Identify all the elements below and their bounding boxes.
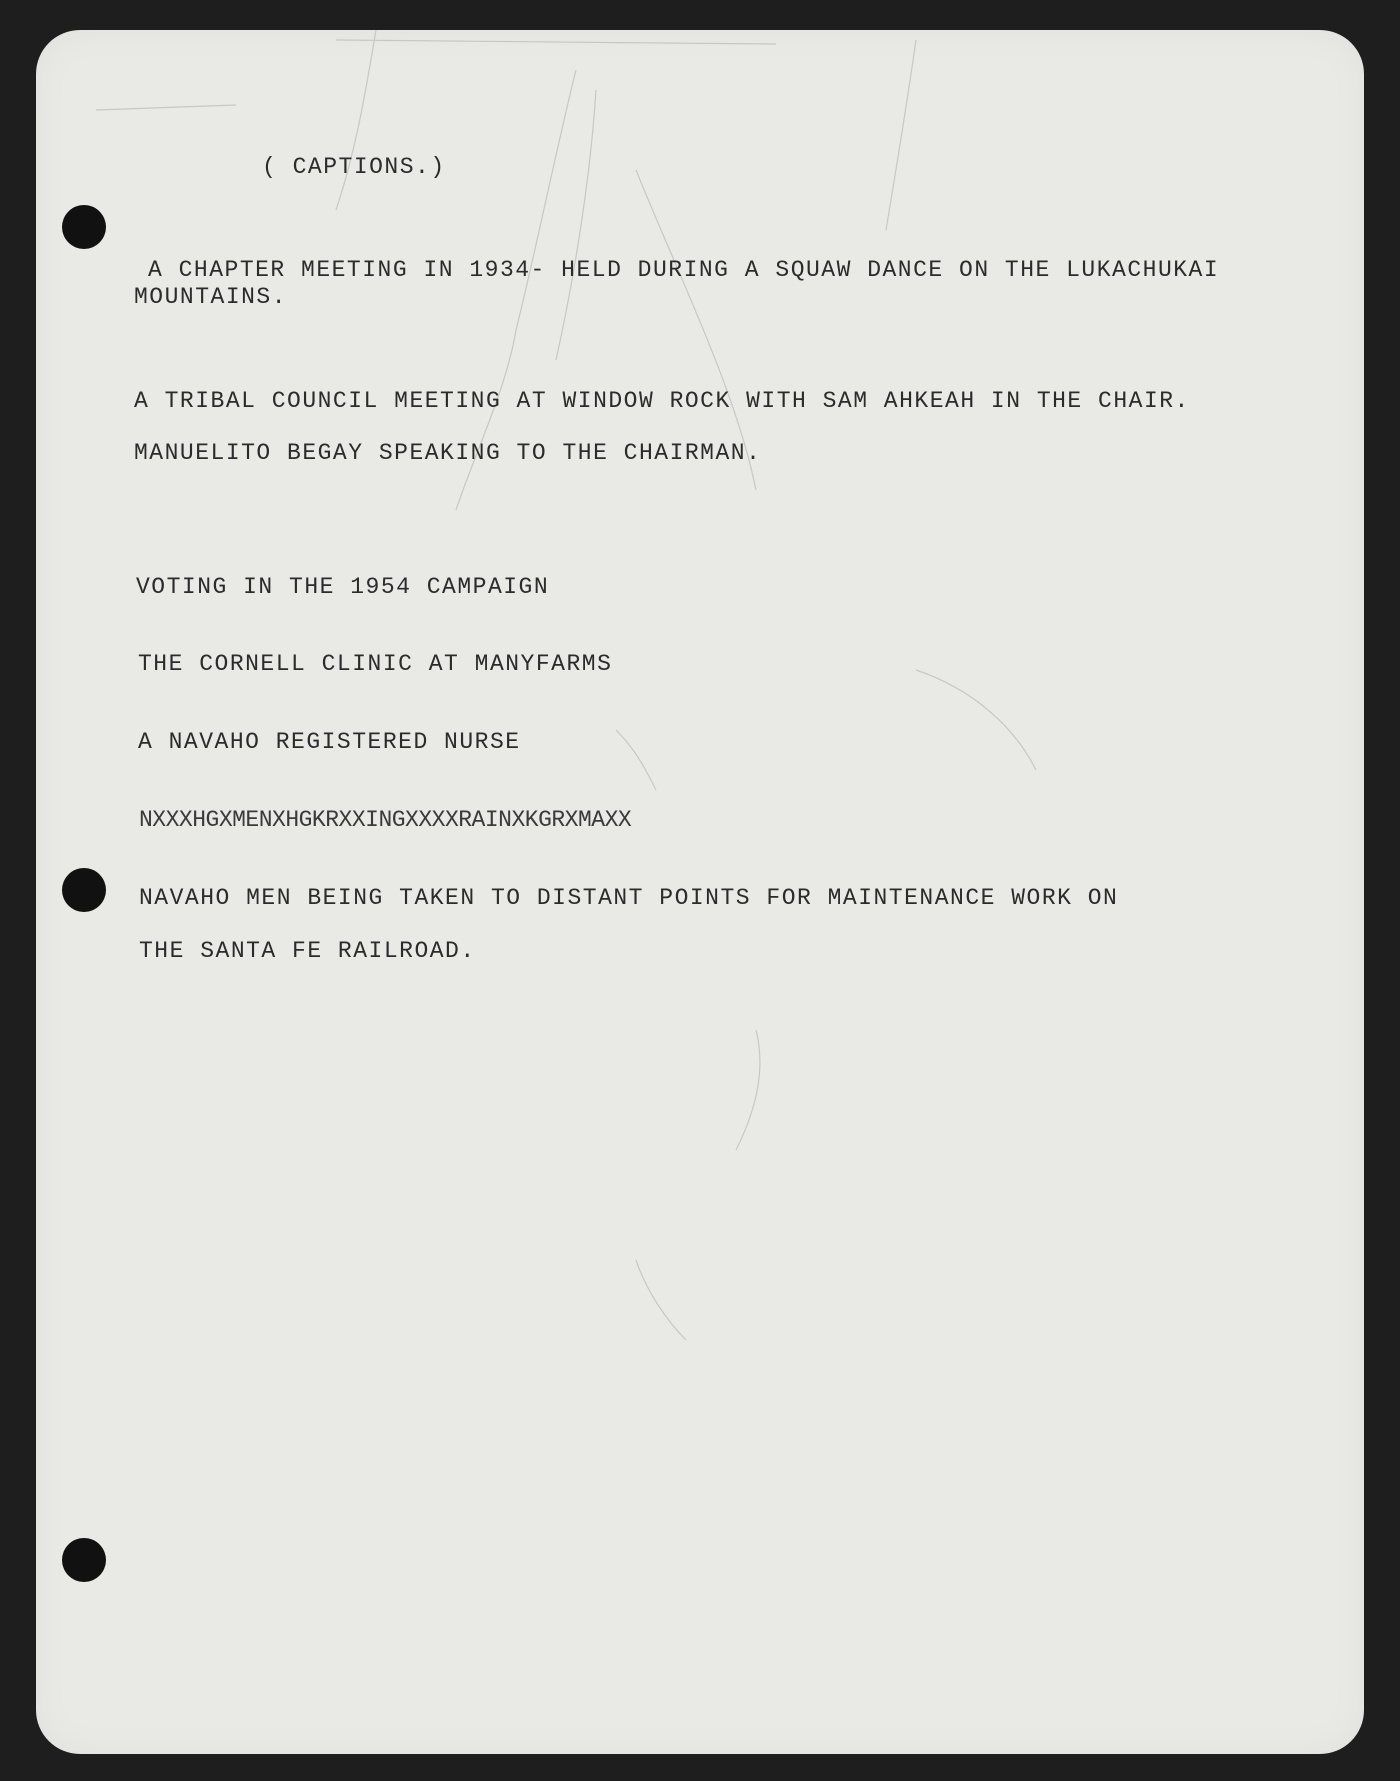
caption-line-2: MOUNTAINS. [134,284,288,310]
caption-line-6: THE CORNELL CLINIC AT MANYFARMS [138,651,613,677]
binder-hole-top [62,205,106,249]
captions-heading: ( CAPTIONS.) [262,154,446,180]
caption-line-5: VOTING IN THE 1954 CAMPAIGN [136,574,550,600]
caption-line-9: THE SANTA FE RAILROAD. [139,938,476,964]
struck-out-line: NXXXHGXMENXHGKRXXINGXXXXRAINXKGRXMAXX [139,807,632,833]
caption-line-8: NAVAHO MEN BEING TAKEN TO DISTANT POINTS FOR MAINTENANCE WORK ON [139,885,1119,911]
caption-line-3: A TRIBAL COUNCIL MEETING AT WINDOW ROCK WITH SAM AHKEAH IN THE CHAIR. [134,388,1190,414]
caption-line-1: A CHAPTER MEETING IN 1934- HELD DURING A SQUAW DANCE ON THE LUKACHUKAI [148,257,1220,283]
binder-hole-bottom [62,1538,106,1582]
document-page [36,30,1364,1754]
caption-line-4: MANUELITO BEGAY SPEAKING TO THE CHAIRMAN. [134,440,762,466]
binder-hole-middle [62,868,106,912]
caption-line-7: A NAVAHO REGISTERED NURSE [138,729,521,755]
